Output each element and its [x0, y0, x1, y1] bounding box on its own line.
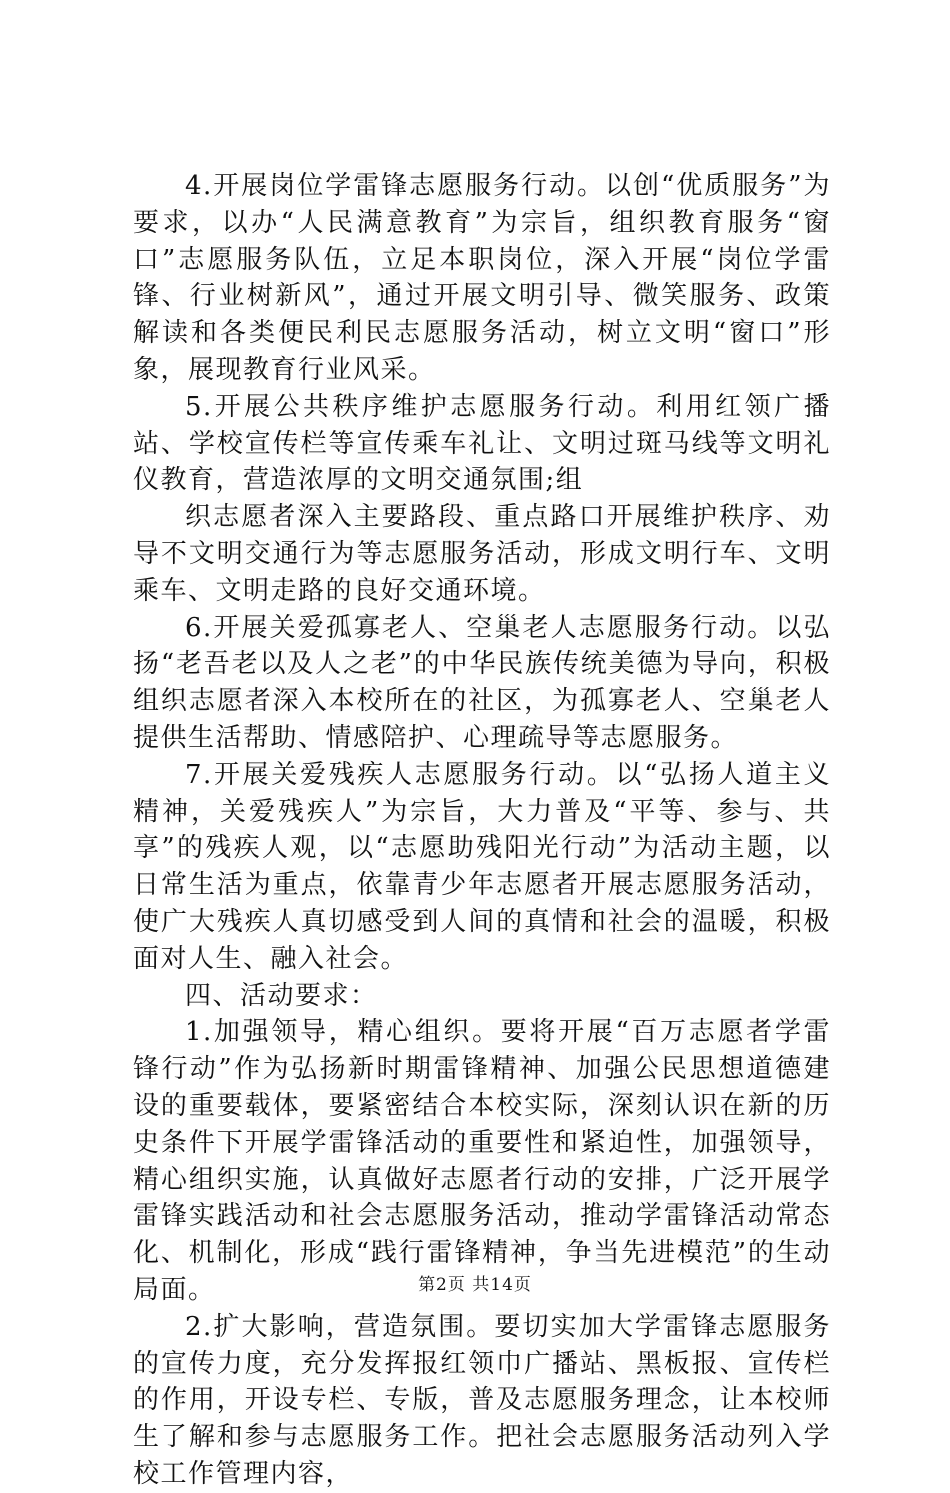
paragraph-item-4: 4.开展岗位学雷锋志愿服务行动。以创“优质服务”为要求，以办“人民满意教育”为宗旨，组织教育服务“窗口”志愿服务队伍，立足本职岗位，深入开展“岗位学雷锋、行业树新风”，通过开展文明引导、微笑服务、政策解读和各类便民利民志愿服务活动，树立文明“窗口”形象，展现教育行业风采。 [133, 171, 831, 385]
paragraph-requirement-1: 1.加强领导，精心组织。要将开展“百万志愿者学雷锋行动”作为弘扬新时期雷锋精神、加强公民思想道德建设的重要载体，要紧密结合本校实际，深刻认识在新的历史条件下开展学雷锋活动的重要性和紧迫性，加强领导，精心组织实施，认真做好志愿者行动的安排，广泛开展学雷锋实践活动和社会志愿服务活动，推动学雷锋活动常态化、机制化，形成“践行雷锋精神，争当先进模范”的生动局面。 [133, 1017, 831, 1305]
paragraph-item-5: 5.开展公共秩序维护志愿服务行动。利用红领广播站、学校宣传栏等宣传乘车礼让、文明过斑马线等文明礼仪教育，营造浓厚的文明交通氛围;组 [133, 391, 831, 496]
paragraph-item-6: 6.开展关爱孤寡老人、空巢老人志愿服务行动。以弘扬“老吾老以及人之老”的中华民族传统美德为导向，积极组织志愿者深入本校所在的社区，为孤寡老人、空巢老人提供生活帮助、情感陪护、心理疏导等志愿服务。 [133, 612, 831, 753]
page-number-footer: 第2页 共14页 [418, 1275, 532, 1295]
paragraph-requirement-2: 2.扩大影响，营造氛围。要切实加大学雷锋志愿服务的宣传力度，充分发挥报红领巾广播站、黑板报、宣传栏的作用，开设专栏、专版，普及志愿服务理念，让本校师生了解和参与志愿服务工作。把社会志愿服务活动列入学校工作管理内容， [133, 1311, 831, 1489]
paragraph-item-7: 7.开展关爱残疾人志愿服务行动。以“弘扬人道主义精神，关爱残疾人”为宗旨，大力普及“平等、参与、共享”的残疾人观，以“志愿助残阳光行动”为活动主题，以日常生活为重点，依靠青少年志愿者开展志愿服务活动，使广大残疾人真切感受到人间的真情和社会的温暖，积极面对人生、融入社会。 [133, 759, 831, 974]
paragraph-item-5-continued: 织志愿者深入主要路段、重点路口开展维护秩序、劝导不文明交通行为等志愿服务活动，形成文明行车、文明乘车、文明走路的良好交通环境。 [133, 502, 831, 606]
section-heading-requirements: 四、活动要求： [185, 980, 378, 1011]
